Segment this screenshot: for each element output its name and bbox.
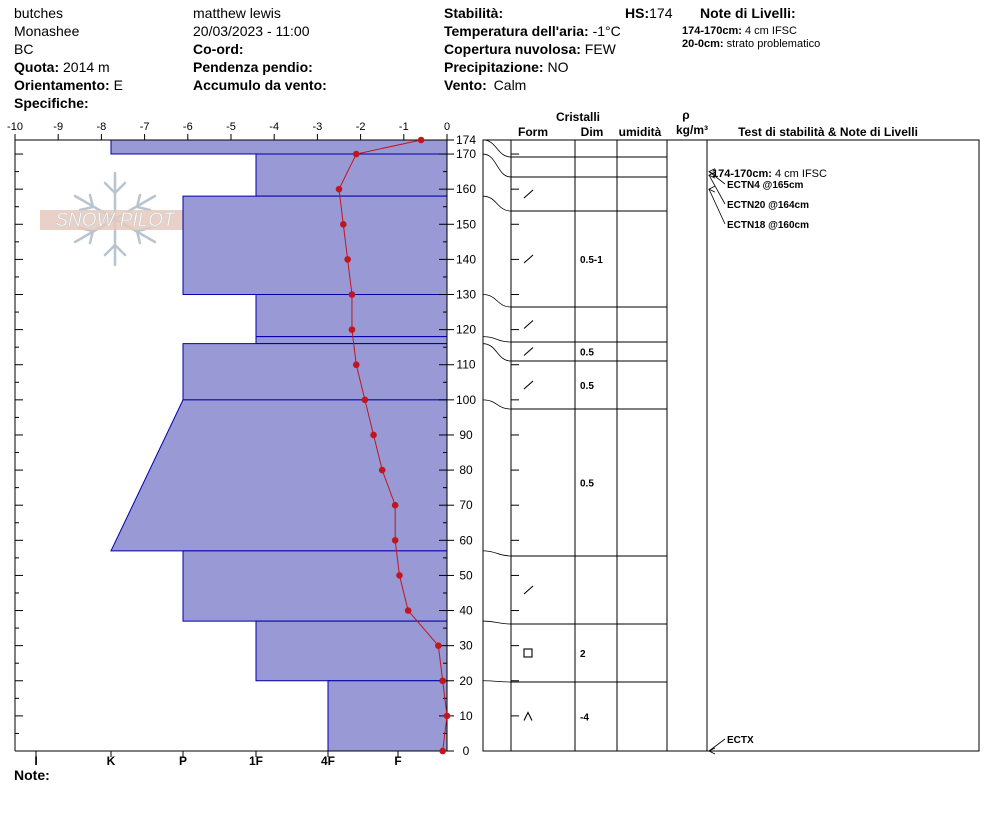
height-tick-label: 110	[456, 357, 476, 372]
hs-field: HS:174	[625, 5, 673, 21]
temp-tick-label: -5	[226, 121, 236, 133]
stability-field: Stabilità:	[444, 5, 504, 21]
note-field: Note:	[14, 767, 50, 783]
layer-connector	[483, 621, 511, 624]
header-crystals: Cristalli	[555, 110, 601, 124]
temperature-point	[439, 748, 446, 755]
temperature-point	[435, 642, 442, 649]
caret-icon	[524, 713, 532, 721]
cloud-field: Copertura nuvolosa: FEW	[444, 41, 616, 57]
datetime: 20/03/2023 - 11:00	[193, 23, 310, 39]
hardness-layer-2	[183, 196, 447, 294]
temperature-point	[392, 502, 399, 509]
slash-icon	[524, 321, 533, 329]
height-tick-label: 10	[459, 708, 473, 723]
layer-connector	[483, 551, 511, 556]
wind-loading-field: Accumulo da vento:	[193, 77, 327, 93]
slash-icon	[524, 348, 533, 356]
temp-tick-label: -4	[269, 121, 280, 133]
layer-notes-title: Note di Livelli:	[700, 5, 796, 21]
snowpilot-watermark	[40, 173, 190, 265]
hardness-tick-label: P	[178, 754, 188, 768]
temp-tick-label: -7	[139, 121, 150, 133]
test-leader-line	[709, 189, 725, 224]
hardness-layer-0	[111, 140, 447, 154]
height-tick-label: 150	[455, 217, 477, 232]
hardness-layer-5	[183, 344, 447, 400]
hardness-tick-label: F	[394, 754, 402, 768]
watermark-text: SNOW PILOT	[55, 210, 175, 231]
temperature-point	[344, 256, 351, 263]
header-size: Dim	[580, 125, 604, 139]
temp-tick-label: -3	[312, 121, 323, 133]
layer-connector	[483, 337, 511, 342]
layer-note-2: 20-0cm: strato problematico	[682, 38, 821, 50]
temperature-point	[362, 397, 369, 404]
height-tick-label: 60	[459, 533, 473, 548]
temperature-point	[370, 432, 377, 439]
layer-connector	[483, 295, 511, 307]
hardness-layer-9	[328, 681, 447, 751]
temp-tick-label: -1	[398, 121, 409, 133]
temperature-point	[444, 713, 451, 720]
temperature-point	[379, 467, 386, 474]
layer-connector	[483, 681, 511, 682]
slash-icon	[524, 255, 533, 263]
elevation-field: Quota: 2014 m	[14, 59, 110, 75]
crystal-size: 0.5-1	[580, 255, 603, 266]
test-label: ECTN20 @164cm	[727, 200, 810, 211]
test-label: ECTN4 @165cm	[727, 180, 804, 191]
header-density-symbol: ρ	[682, 108, 690, 122]
specifics-field: Specifiche:	[14, 95, 89, 111]
hardness-profile	[111, 140, 447, 751]
height-tick-label: 130	[455, 287, 477, 302]
height-tick-label: 40	[459, 603, 473, 618]
height-tick-label: 70	[459, 498, 473, 513]
height-tick-label: 90	[459, 427, 473, 442]
air-temp-field: Temperatura dell'aria: -1°C	[444, 23, 621, 39]
temperature-point	[353, 361, 360, 368]
temperature-point	[396, 572, 403, 579]
crystal-table	[483, 108, 979, 754]
header-form: Form	[518, 125, 548, 139]
temperature-point	[405, 607, 412, 614]
crystal-size: 0.5	[580, 381, 594, 392]
height-tick-label: 20	[459, 673, 473, 688]
temp-tick-label: -9	[53, 121, 64, 133]
height-tick-label: 120	[455, 322, 477, 337]
height-tick-label: 140	[455, 252, 477, 267]
height-tick-label: 100	[455, 392, 477, 407]
temperature-point	[349, 326, 356, 333]
layer-connector	[483, 344, 511, 361]
hardness-tick-label: 4F	[320, 754, 336, 768]
temp-tick-label: -2	[355, 121, 366, 133]
table-layer-note: 174-170cm: 4 cm IFSC	[712, 168, 827, 180]
temp-tick-label: -8	[96, 121, 107, 133]
test-leader-line	[709, 739, 725, 751]
aspect-field: Orientamento: E	[14, 77, 123, 93]
temperature-point	[353, 151, 360, 158]
location-line-2: Monashee	[14, 23, 80, 39]
temperature-point	[439, 677, 446, 684]
location-line-1: butches	[14, 5, 64, 21]
temp-tick-label: -10	[7, 121, 23, 133]
hardness-layer-8	[256, 621, 447, 681]
temperature-point	[418, 137, 425, 144]
hardness-tick-label: I	[34, 754, 38, 768]
hardness-layer-4	[256, 337, 447, 344]
slash-icon	[524, 190, 533, 198]
observer: matthew lewis	[193, 5, 281, 21]
test-label: ECTN18 @160cm	[727, 220, 810, 231]
temp-tick-label: -6	[182, 121, 193, 133]
table-frame	[483, 140, 979, 751]
temp-tick-label: 0	[443, 121, 451, 133]
hardness-layer-1	[256, 154, 447, 196]
slash-icon	[524, 381, 533, 389]
layer-connector	[483, 196, 511, 211]
height-tick-label: 0	[462, 744, 470, 758]
header-tests: Test di stabilità & Note di Livelli	[738, 125, 918, 139]
slope-field: Pendenza pendio:	[193, 59, 313, 75]
square-icon	[524, 649, 532, 657]
height-tick-label: 50	[459, 568, 473, 583]
layer-note-1: 174-170cm: 4 cm IFSC	[682, 25, 797, 37]
hardness-layer-6	[111, 400, 447, 551]
precip-field: Precipitazione: NO	[444, 59, 569, 75]
crystal-size: 0.5	[580, 347, 594, 359]
hardness-tick-label: K	[106, 754, 116, 768]
layer-connector	[483, 400, 511, 409]
height-tick-label: 170	[455, 147, 477, 162]
height-tick-label: 174	[455, 133, 477, 147]
layer-connector	[483, 154, 511, 177]
temperature-point	[336, 186, 343, 193]
slash-icon	[524, 586, 533, 594]
crystal-size: 0.5	[580, 478, 594, 490]
crystal-size: -4	[580, 712, 589, 724]
temperature-point	[349, 291, 356, 298]
height-tick-label: 30	[459, 638, 473, 653]
height-tick-label: 80	[459, 463, 473, 478]
hardness-tick-label: 1F	[248, 754, 264, 768]
temperature-point	[392, 537, 399, 544]
temperature-point	[340, 221, 347, 228]
header-moisture: umidità	[618, 125, 662, 139]
wind-field: Vento: Calm	[444, 77, 527, 93]
crystal-size: 2	[580, 649, 586, 660]
header-density-unit: kg/m³	[675, 123, 709, 137]
coords-field: Co-ord:	[193, 41, 244, 57]
height-tick-label: 160	[455, 182, 477, 197]
location-line-3: BC	[14, 41, 34, 57]
test-label: ECTX	[727, 735, 754, 746]
